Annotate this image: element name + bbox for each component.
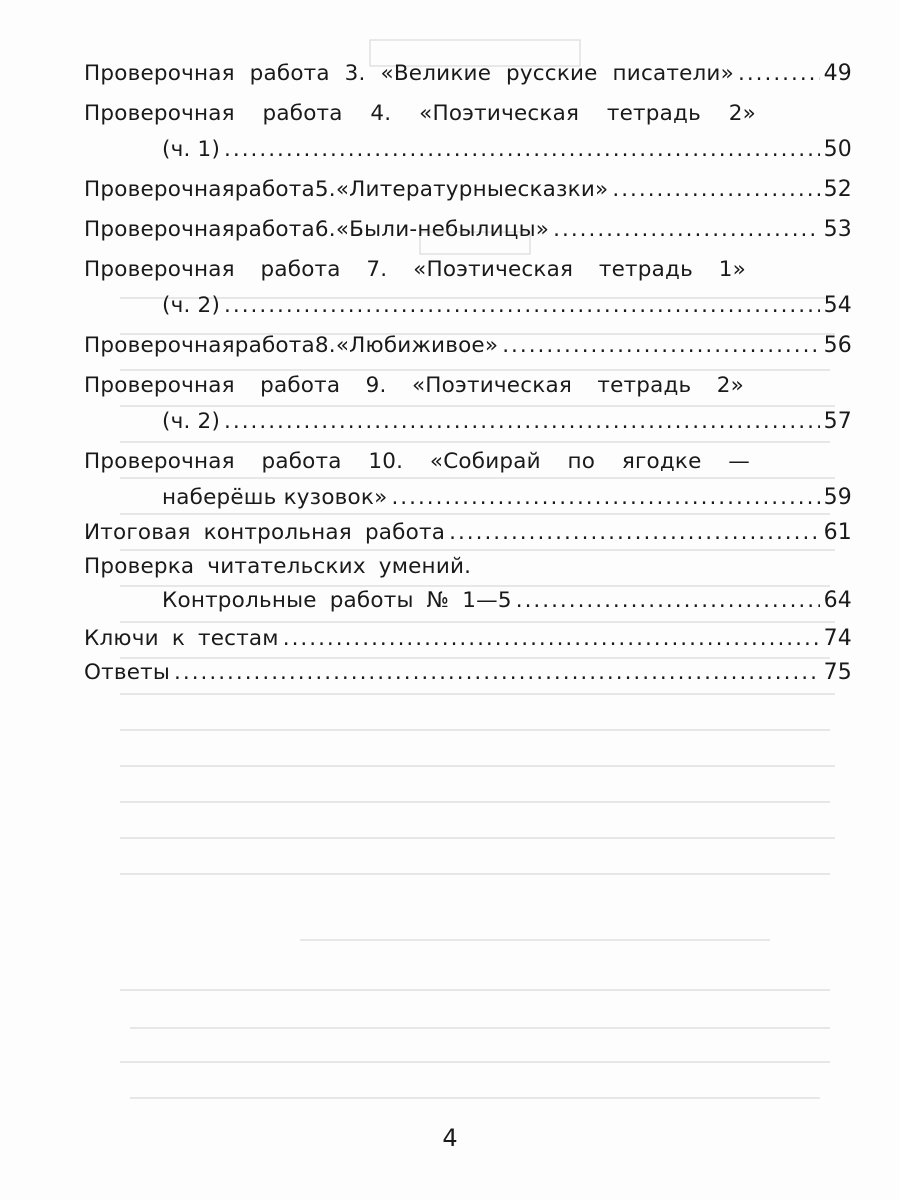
toc-page-number: 61 [823,520,852,545]
toc-page-number: 74 [823,626,852,651]
toc-page-number: 64 [823,588,852,613]
toc-entry-title: Проверочная работа 5. «Литературные сказки» [84,177,609,202]
dot-leader [283,622,820,656]
toc-page-number: 52 [823,177,852,202]
toc-page-number: 53 [823,217,852,242]
toc-entry[interactable] [84,622,852,656]
dot-leader [174,656,820,690]
toc-entry-title: Проверочная работа 9. «Поэтическая тетрадь 2» [84,373,744,398]
toc-entry[interactable] [84,368,852,440]
toc-entry[interactable] [84,96,852,168]
toc-entry-title: Проверка читательских умений. [84,554,472,579]
toc-page-number: 50 [823,137,852,162]
toc-entry[interactable] [84,656,852,690]
toc-entry[interactable] [84,172,852,208]
dot-leader [738,56,820,92]
toc-entry-title: Итоговая контрольная работа [84,520,446,545]
dot-leader [553,212,819,248]
toc-entry-title: Проверочная работа 4. «Поэтическая тетрадь 2» [84,101,756,126]
toc-page-number: 49 [823,61,852,86]
toc-entry-title: Проверочная работа 3. «Великие русские писатели» [84,61,734,86]
toc-entry-continuation: (ч. 1) [162,137,221,162]
toc-entry[interactable] [84,212,852,248]
table-of-contents [84,56,852,690]
dot-leader [224,132,820,168]
toc-entry[interactable] [84,56,852,92]
dot-leader [391,480,819,516]
toc-entry[interactable] [84,444,852,516]
toc-page-number: 54 [823,293,852,318]
toc-entry[interactable] [84,516,852,550]
toc-entry-title: Ключи к тестам [84,626,279,651]
toc-entry[interactable] [84,550,852,618]
toc-page-number: 56 [823,333,852,358]
dot-leader [449,516,819,550]
dot-leader [224,288,820,324]
toc-entry-continuation: Контрольные работы № 1—5 [162,588,512,613]
dot-leader [612,172,819,208]
toc-entry-title: Ответы [84,660,171,685]
dot-leader [224,404,820,440]
toc-page-number: 59 [823,485,852,510]
toc-entry-title: Проверочная работа 10. «Собирай по ягодке — [84,449,750,474]
dot-leader [516,584,820,618]
toc-entry-title: Проверочная работа 7. «Поэтическая тетрадь 1» [84,257,746,282]
toc-entry-continuation: (ч. 2) [162,409,221,434]
toc-entry[interactable] [84,328,852,364]
dot-leader [502,328,819,364]
page-number: 4 [442,1124,458,1152]
toc-page-number: 57 [823,409,852,434]
toc-entry[interactable] [84,252,852,324]
toc-entry-continuation: (ч. 2) [162,293,221,318]
toc-entry-title: Проверочная работа 8. «Люби живое» [84,333,499,358]
toc-entry-continuation: наберёшь кузовок» [162,485,388,510]
toc-entry-title: Проверочная работа 6. «Были-небылицы» [84,217,550,242]
toc-page-number: 75 [823,660,852,685]
